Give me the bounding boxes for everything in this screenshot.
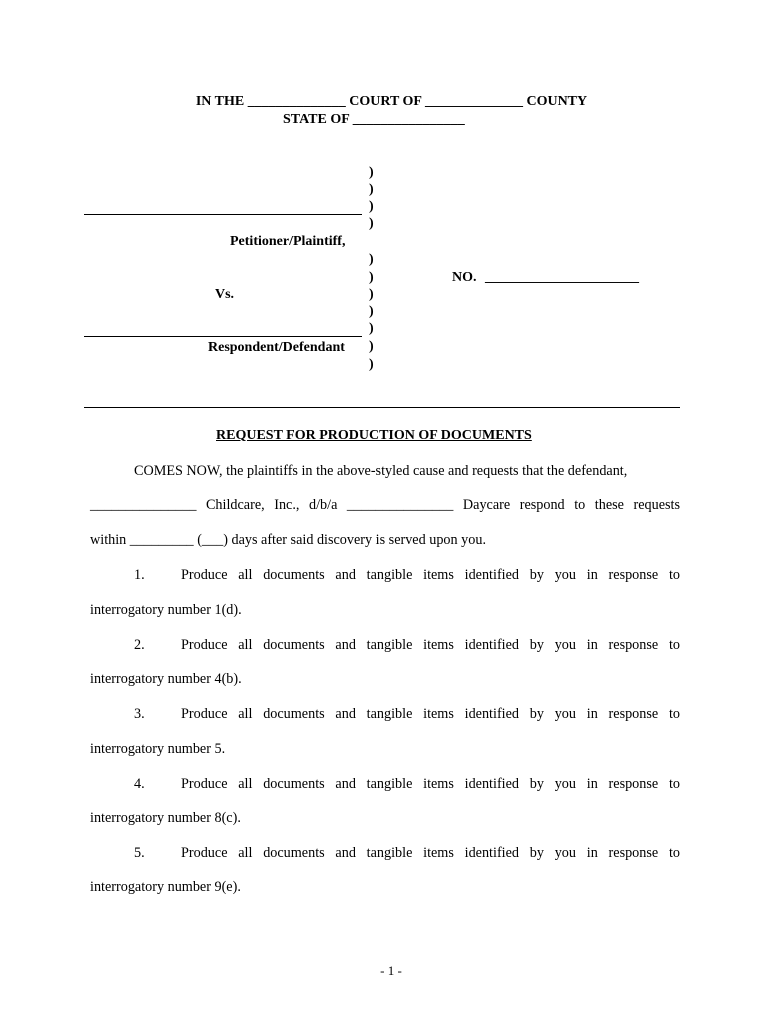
respondent-name-line xyxy=(84,336,362,337)
request-number: 3. xyxy=(134,706,145,722)
request-text: Produce all documents and tangible items identified by you in response to xyxy=(181,567,680,583)
vs-label: Vs. xyxy=(215,287,235,302)
petitioner-label: Petitioner/Plaintiff, xyxy=(230,234,346,249)
request-number: 1. xyxy=(134,567,145,583)
intro-line-1: COMES NOW, the plaintiffs in the above-styled cause and requests that the defendant, xyxy=(134,463,628,479)
paren: ) xyxy=(369,287,374,302)
paren: ) xyxy=(369,252,374,267)
request-continuation: interrogatory number 9(e). xyxy=(90,879,241,895)
request-continuation: interrogatory number 1(d). xyxy=(90,602,242,618)
page-number: - 1 - xyxy=(380,963,402,978)
petitioner-name-line xyxy=(84,214,362,215)
request-text: Produce all documents and tangible items identified by you in response to xyxy=(181,776,680,792)
paren: ) xyxy=(369,339,374,354)
respondent-label: Respondent/Defendant xyxy=(208,340,345,355)
paren: ) xyxy=(369,321,374,336)
request-number: 5. xyxy=(134,845,145,861)
request-number: 2. xyxy=(134,637,145,653)
request-text: Produce all documents and tangible items identified by you in response to xyxy=(181,706,680,722)
document-title: REQUEST FOR PRODUCTION OF DOCUMENTS xyxy=(216,428,532,443)
request-continuation: interrogatory number 5. xyxy=(90,741,226,757)
request-continuation: interrogatory number 8(c). xyxy=(90,810,241,826)
paren: ) xyxy=(369,357,374,372)
case-number-blank: ______________________ xyxy=(485,270,639,285)
court-header-line: IN THE ______________ COURT OF ______________ COUNTY xyxy=(195,94,588,109)
paren: ) xyxy=(369,199,374,214)
caption-divider xyxy=(84,407,680,408)
request-text: Produce all documents and tangible items identified by you in response to xyxy=(181,637,680,653)
state-header-line: STATE OF ________________ xyxy=(283,112,465,127)
case-number-label: NO. xyxy=(452,270,477,285)
paren: ) xyxy=(369,165,374,180)
paren: ) xyxy=(369,304,374,319)
request-text: Produce all documents and tangible items identified by you in response to xyxy=(181,845,680,861)
intro-line-2: _______________ Childcare, Inc., d/b/a _______________ Daycare respond to these requests xyxy=(90,497,680,513)
paren: ) xyxy=(369,182,374,197)
intro-line-3: within _________ (___) days after said discovery is served upon you. xyxy=(90,532,486,548)
request-number: 4. xyxy=(134,776,145,792)
request-continuation: interrogatory number 4(b). xyxy=(90,671,242,687)
paren: ) xyxy=(369,270,374,285)
paren: ) xyxy=(369,216,374,231)
